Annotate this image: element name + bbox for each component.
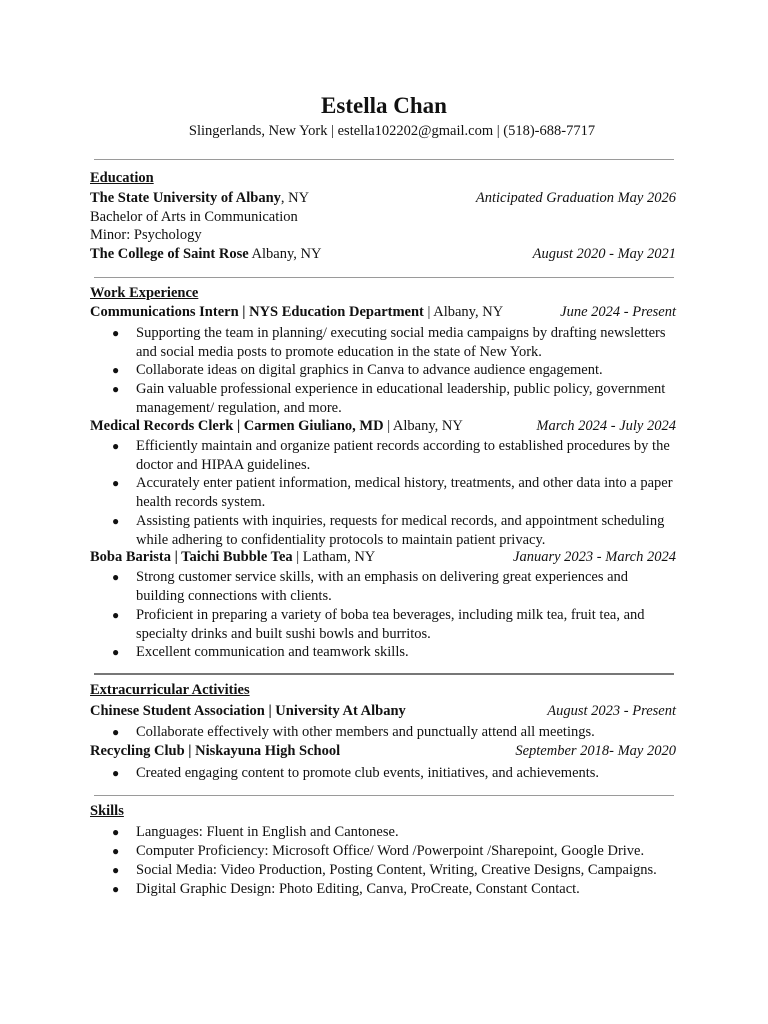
- school-date: Anticipated Graduation May 2026: [475, 190, 676, 206]
- school-location: Albany, NY: [248, 246, 322, 262]
- activity-date: August 2023 - Present: [547, 703, 676, 719]
- resume-name: Estella Chan: [321, 93, 447, 118]
- bullet-icon: ●: [112, 363, 120, 377]
- bullet-icon: ●: [112, 570, 120, 584]
- divider: [94, 159, 674, 160]
- activity-title: Recycling Club | Niskayuna High School: [90, 743, 341, 759]
- job-location: | Latham, NY: [292, 549, 376, 565]
- bullet-icon: ●: [112, 825, 120, 839]
- bullet-icon: ●: [112, 514, 120, 528]
- job-location: | Albany, NY: [383, 418, 463, 434]
- bullet-icon: ●: [112, 645, 120, 659]
- job-location: | Albany, NY: [423, 304, 504, 320]
- divider: [94, 673, 674, 675]
- bullet-icon: ●: [112, 382, 120, 396]
- education-entry: [90, 190, 676, 210]
- skills-heading: Skills: [90, 803, 124, 819]
- resume-page: Estella Chan Slingerlands, New York | estella102202@gmail.com | (518)-688-7717 Education The State University of Albany, NY Anticipated Graduation May 2026 Bachelor of Arts in Communication Minor: Psychology The College of Saint Rose Albany, NY August 2020 - May 2021 Work Experience Communications Intern | NYS Education Department | Albany, NY June 2024 - Present ● Supporting the team in planning/ executing social media campaigns by drafting newsletters and social media posts to promote education in the state of New York. ● Collaborate ideas on digital graphics in Canva to advance audience engagement. ● Gain valuable professional experience in educational leadership, public policy, government management/ regulation, and more. Medical Records Clerk | Carmen Giuliano, MD | Albany, NY March 2024 - July 2024 ● Efficiently maintain and organize patient records according to established procedures by the doctor and HIPAA guidelines. ● Accurately enter patient information, medical history, treatments, and other data into a paper health records system. ● Assisting patients with inquiries, requests for medical records, and appointment scheduling while adhering to confidentiality protocols to maintain patient privacy. Boba Barista | Taichi Bubble Tea | Latham, NY January 2023 - March 2024 ● Strong customer service skills, with an emphasis on delivering great experiences and building connections with clients. ● Proficient in preparing a variety of boba tea beverages, including milk tea, fruit tea, and specialty drinks and built sushi bowls and burritos. ● Excellent communication and teamwork skills. Extracurricular Activities Chinese Student Association | University At Albany August 2023 - Present ● Collaborate effectively with other members and punctually attend all meetings. Recycling Club | Niskayuna High School September 2018- May 2020 ● Created engaging content to promote club events, initiatives, and achievements. Skills ● Languages: Fluent in English and Cantonese. ● Computer Proficiency: Microsoft Office/ Word /Powerpoint /Sharepoint, Google Drive. ● Social Media: Video Production, Posting Content, Writing, Creative Designs, Campaigns. ● Digital Graphic Design: Photo Editing, Canva, ProCreate, Constant Contact.: [0, 0, 768, 1024]
- contact-line: Slingerlands, New York | estella102202@gmail.com | (518)-688-7717: [188, 123, 596, 139]
- bullet-icon: ●: [112, 476, 120, 490]
- bullet-icon: ●: [112, 863, 120, 877]
- education-heading: Education: [90, 170, 154, 186]
- work-heading: Work Experience: [90, 285, 199, 301]
- activity-date: September 2018- May 2020: [515, 743, 676, 759]
- bullet-icon: ●: [112, 766, 120, 780]
- minor: Minor: Psychology: [90, 227, 202, 243]
- job-title: Medical Records Clerk | Carmen Giuliano, MD: [90, 418, 384, 434]
- divider: [94, 277, 674, 278]
- school-name: The College of Saint Rose: [90, 246, 249, 262]
- bullet-icon: ●: [112, 326, 120, 340]
- bullet-icon: ●: [112, 608, 120, 622]
- job-header: [90, 304, 676, 324]
- bullet-icon: ●: [112, 844, 120, 858]
- extracurricular-heading: Extracurricular Activities: [90, 682, 250, 698]
- school-date: August 2020 - May 2021: [532, 246, 676, 262]
- degree: Bachelor of Arts in Communication: [90, 209, 298, 225]
- bullet-icon: ●: [112, 725, 120, 739]
- job-date: January 2023 - March 2024: [513, 549, 676, 565]
- education-entry: [90, 246, 676, 266]
- bullet-icon: ●: [112, 439, 120, 453]
- activity-title: Chinese Student Association | University At Albany: [90, 703, 406, 719]
- school-location: , NY: [280, 190, 310, 206]
- job-date: June 2024 - Present: [560, 304, 676, 320]
- job-title: Communications Intern | NYS Education Department: [90, 304, 424, 320]
- divider: [94, 795, 674, 796]
- bullet-icon: ●: [112, 882, 120, 896]
- activity-header: [90, 743, 676, 763]
- school-name: The State University of Albany: [90, 190, 281, 206]
- job-date: March 2024 - July 2024: [536, 418, 676, 434]
- job-header: [90, 418, 676, 438]
- job-title: Boba Barista | Taichi Bubble Tea: [90, 549, 293, 565]
- job-header: [90, 549, 676, 569]
- activity-header: [90, 703, 676, 723]
